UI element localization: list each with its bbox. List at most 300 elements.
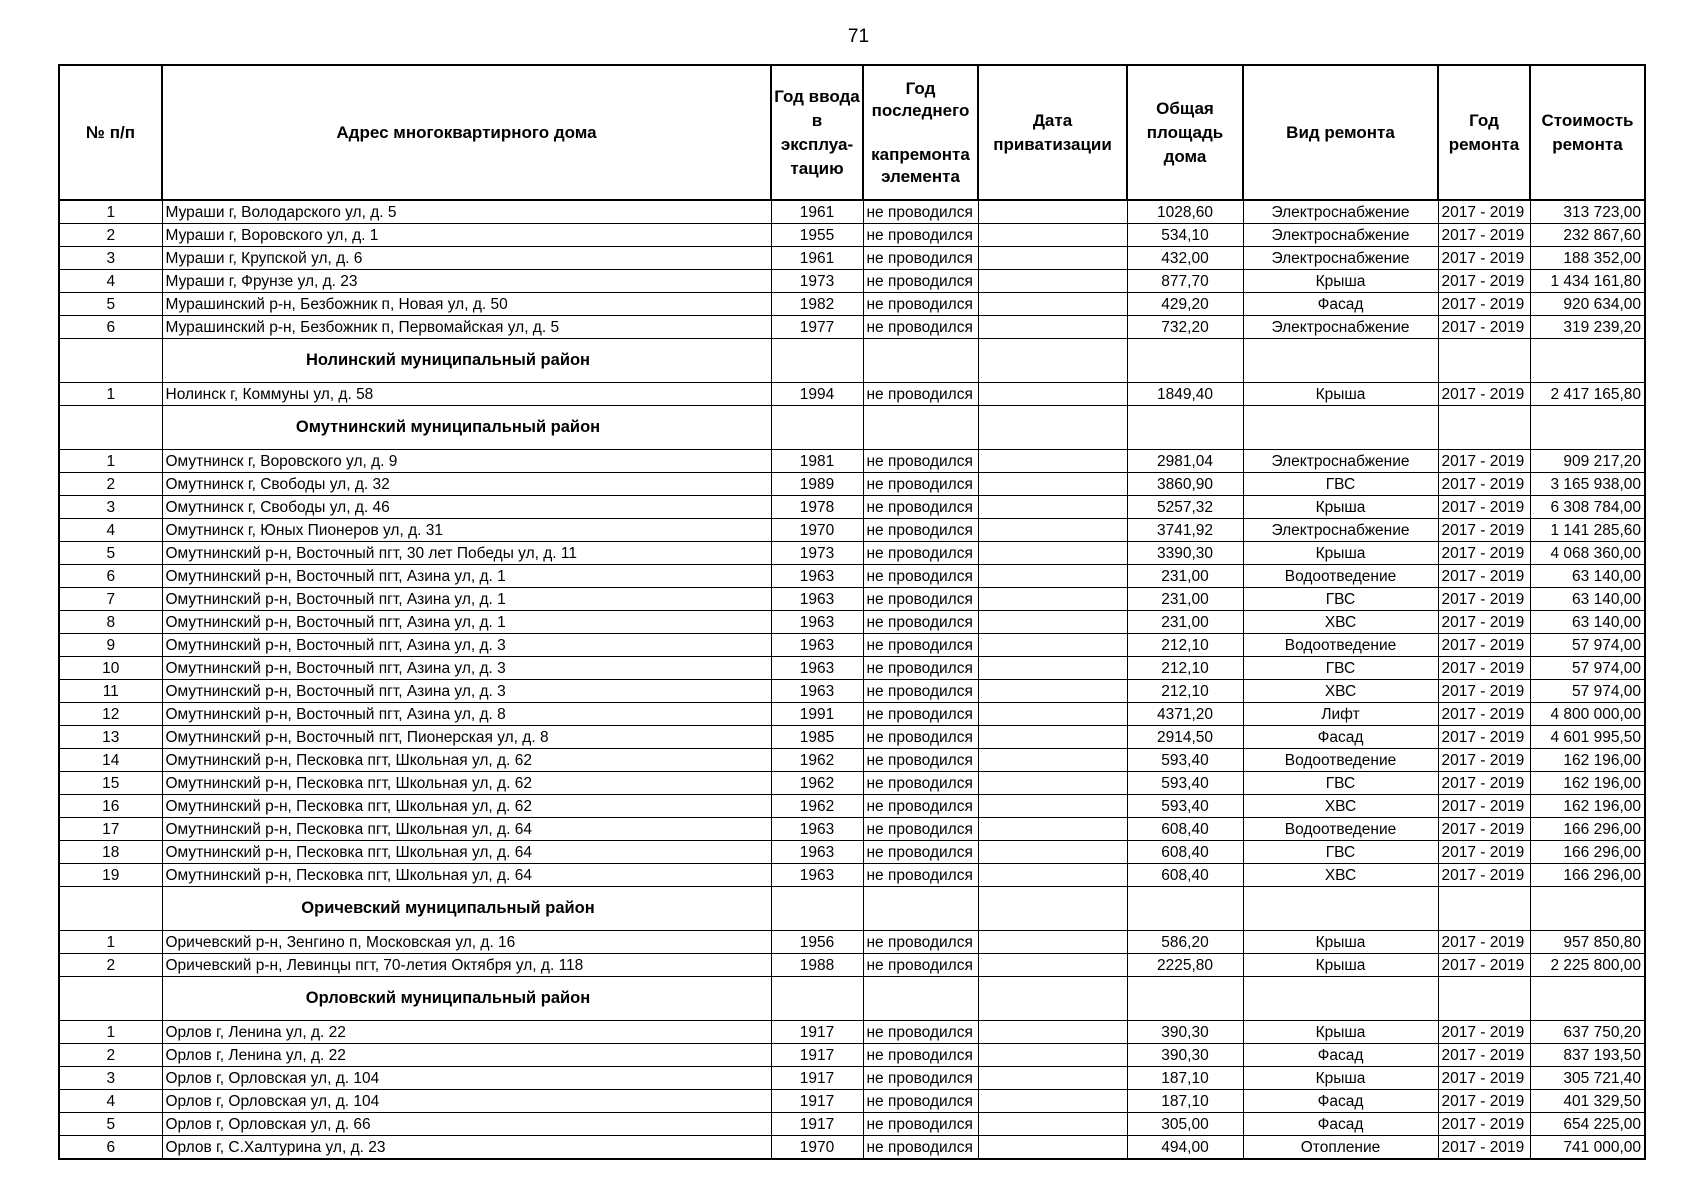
area-cell: 231,00 — [1127, 565, 1243, 588]
section-empty-cell — [771, 977, 863, 1021]
privatization-cell — [978, 611, 1127, 634]
section-empty-cell — [1530, 887, 1645, 931]
repair-period-cell: 2017 - 2019 — [1438, 841, 1530, 864]
row-number: 4 — [59, 519, 162, 542]
repair-period-cell: 2017 - 2019 — [1438, 818, 1530, 841]
area-cell: 5257,32 — [1127, 496, 1243, 519]
table-row — [59, 818, 1645, 841]
repair-kind-cell: Крыша — [1243, 1021, 1438, 1044]
repair-period-cell: 2017 - 2019 — [1438, 1113, 1530, 1136]
repair-kind-cell: Крыша — [1243, 931, 1438, 954]
privatization-cell — [978, 496, 1127, 519]
last-repair-cell: не проводился — [863, 496, 978, 519]
repair-period-cell: 2017 - 2019 — [1438, 703, 1530, 726]
commission-year-cell: 1917 — [771, 1113, 863, 1136]
row-number: 1 — [59, 450, 162, 473]
area-cell: 4371,20 — [1127, 703, 1243, 726]
row-number: 7 — [59, 588, 162, 611]
column-header-privatization-date: Дата приватизации — [978, 65, 1127, 200]
privatization-cell — [978, 864, 1127, 887]
row-number: 4 — [59, 1090, 162, 1113]
repair-kind-cell: ХВС — [1243, 611, 1438, 634]
table-row — [59, 293, 1645, 316]
address-cell: Орлов г, Орловская ул, д. 104 — [162, 1067, 771, 1090]
repair-kind-cell: ГВС — [1243, 657, 1438, 680]
repair-period-cell: 2017 - 2019 — [1438, 611, 1530, 634]
column-header-address: Адрес многоквартирного дома — [162, 65, 771, 200]
privatization-cell — [978, 726, 1127, 749]
commission-year-cell: 1917 — [771, 1090, 863, 1113]
last-repair-cell: не проводился — [863, 726, 978, 749]
repair-kind-cell: Водоотведение — [1243, 565, 1438, 588]
section-empty-cell — [1243, 977, 1438, 1021]
commission-year-cell: 1917 — [771, 1021, 863, 1044]
repair-period-cell: 2017 - 2019 — [1438, 496, 1530, 519]
repair-cost-cell: 63 140,00 — [1530, 565, 1645, 588]
section-empty-cell — [978, 339, 1127, 383]
row-number: 14 — [59, 749, 162, 772]
last-repair-cell: не проводился — [863, 634, 978, 657]
last-repair-cell: не проводился — [863, 864, 978, 887]
repair-kind-cell: ХВС — [1243, 864, 1438, 887]
area-cell: 3390,30 — [1127, 542, 1243, 565]
repair-cost-cell: 166 296,00 — [1530, 818, 1645, 841]
address-cell: Омутнинск г, Свободы ул, д. 46 — [162, 496, 771, 519]
commission-year-cell: 1962 — [771, 772, 863, 795]
commission-year-cell: 1970 — [771, 519, 863, 542]
address-cell: Омутнинский р-н, Песковка пгт, Школьная ул, д. 62 — [162, 795, 771, 818]
area-cell: 231,00 — [1127, 588, 1243, 611]
address-cell: Орлов г, С.Халтурина ул, д. 23 — [162, 1136, 771, 1160]
last-repair-cell: не проводился — [863, 588, 978, 611]
section-empty-cell — [863, 977, 978, 1021]
commission-year-cell: 1963 — [771, 634, 863, 657]
area-cell: 2225,80 — [1127, 954, 1243, 977]
address-cell: Омутнинский р-н, Песковка пгт, Школьная ул, д. 64 — [162, 864, 771, 887]
table-row — [59, 634, 1645, 657]
row-number: 10 — [59, 657, 162, 680]
repair-kind-cell: ГВС — [1243, 588, 1438, 611]
repair-kind-cell: Электроснабжение — [1243, 450, 1438, 473]
section-empty-cell — [771, 887, 863, 931]
row-number: 13 — [59, 726, 162, 749]
repair-cost-cell: 57 974,00 — [1530, 634, 1645, 657]
privatization-cell — [978, 588, 1127, 611]
commission-year-cell: 1994 — [771, 383, 863, 406]
repair-cost-cell: 1 434 161,80 — [1530, 270, 1645, 293]
privatization-cell — [978, 270, 1127, 293]
repair-period-cell: 2017 - 2019 — [1438, 749, 1530, 772]
row-number: 2 — [59, 224, 162, 247]
row-number: 2 — [59, 1044, 162, 1067]
repair-kind-cell: ГВС — [1243, 772, 1438, 795]
last-repair-cell: не проводился — [863, 1113, 978, 1136]
column-header-commission-year: Год ввода в эксплуа-тацию — [771, 65, 863, 200]
table-row — [59, 1044, 1645, 1067]
table-row — [59, 749, 1645, 772]
repair-kind-cell: Фасад — [1243, 1090, 1438, 1113]
column-header-total-area: Общая площадь дома — [1127, 65, 1243, 200]
section-empty-cell — [1438, 339, 1530, 383]
row-number: 9 — [59, 634, 162, 657]
privatization-cell — [978, 1021, 1127, 1044]
last-repair-cell: не проводился — [863, 316, 978, 339]
repair-kind-cell: Электроснабжение — [1243, 224, 1438, 247]
table-row — [59, 565, 1645, 588]
table-row — [59, 1113, 1645, 1136]
last-repair-cell: не проводился — [863, 293, 978, 316]
repair-kind-cell: Водоотведение — [1243, 634, 1438, 657]
area-cell: 390,30 — [1127, 1021, 1243, 1044]
table-row — [59, 588, 1645, 611]
privatization-cell — [978, 224, 1127, 247]
address-cell: Омутнинский р-н, Восточный пгт, Азина ул, д. 3 — [162, 680, 771, 703]
address-cell: Мураши г, Воровского ул, д. 1 — [162, 224, 771, 247]
table-row — [59, 270, 1645, 293]
row-number: 19 — [59, 864, 162, 887]
repair-kind-cell: ХВС — [1243, 795, 1438, 818]
last-repair-cell: не проводился — [863, 247, 978, 270]
repair-period-cell: 2017 - 2019 — [1438, 270, 1530, 293]
area-cell: 1028,60 — [1127, 200, 1243, 224]
privatization-cell — [978, 293, 1127, 316]
address-cell: Нолинск г, Коммуны ул, д. 58 — [162, 383, 771, 406]
repair-period-cell: 2017 - 2019 — [1438, 565, 1530, 588]
repair-cost-cell: 637 750,20 — [1530, 1021, 1645, 1044]
last-repair-cell: не проводился — [863, 473, 978, 496]
table-row — [59, 247, 1645, 270]
repair-period-cell: 2017 - 2019 — [1438, 657, 1530, 680]
last-repair-cell: не проводился — [863, 749, 978, 772]
address-cell: Омутнинский р-н, Песковка пгт, Школьная ул, д. 64 — [162, 841, 771, 864]
section-empty-cell — [1243, 339, 1438, 383]
table-body — [59, 200, 1645, 1159]
privatization-cell — [978, 954, 1127, 977]
repair-kind-cell: Фасад — [1243, 1044, 1438, 1067]
repair-cost-cell: 232 867,60 — [1530, 224, 1645, 247]
repair-cost-cell: 4 068 360,00 — [1530, 542, 1645, 565]
last-repair-cell: не проводился — [863, 565, 978, 588]
row-number: 18 — [59, 841, 162, 864]
repair-kind-cell: Крыша — [1243, 383, 1438, 406]
row-number: 1 — [59, 383, 162, 406]
commission-year-cell: 1973 — [771, 542, 863, 565]
address-cell: Омутнинский р-н, Песковка пгт, Школьная ул, д. 64 — [162, 818, 771, 841]
last-repair-cell: не проводился — [863, 1067, 978, 1090]
last-repair-cell: не проводился — [863, 1044, 978, 1067]
table-row — [59, 473, 1645, 496]
last-repair-cell: не проводился — [863, 519, 978, 542]
repair-kind-cell: Крыша — [1243, 1067, 1438, 1090]
commission-year-cell: 1962 — [771, 749, 863, 772]
area-cell: 3741,92 — [1127, 519, 1243, 542]
address-cell: Мурашинский р-н, Безбожник п, Первомайская ул, д. 5 — [162, 316, 771, 339]
repair-period-cell: 2017 - 2019 — [1438, 316, 1530, 339]
last-repair-cell: не проводился — [863, 795, 978, 818]
repair-period-cell: 2017 - 2019 — [1438, 1090, 1530, 1113]
row-number: 5 — [59, 293, 162, 316]
row-number: 1 — [59, 931, 162, 954]
privatization-cell — [978, 519, 1127, 542]
table-row — [59, 795, 1645, 818]
repair-kind-cell: Крыша — [1243, 496, 1438, 519]
repair-period-cell: 2017 - 2019 — [1438, 1136, 1530, 1160]
address-cell: Омутнинский р-н, Восточный пгт, Азина ул, д. 1 — [162, 565, 771, 588]
repair-cost-cell: 166 296,00 — [1530, 864, 1645, 887]
section-empty-cell — [863, 887, 978, 931]
section-empty-cell — [1243, 406, 1438, 450]
repair-kind-cell: Крыша — [1243, 270, 1438, 293]
repair-period-cell: 2017 - 2019 — [1438, 795, 1530, 818]
table-row — [59, 726, 1645, 749]
repair-period-cell: 2017 - 2019 — [1438, 519, 1530, 542]
table-row — [59, 316, 1645, 339]
area-cell: 390,30 — [1127, 1044, 1243, 1067]
privatization-cell — [978, 565, 1127, 588]
repair-period-cell: 2017 - 2019 — [1438, 473, 1530, 496]
last-repair-cell: не проводился — [863, 954, 978, 977]
privatization-cell — [978, 200, 1127, 224]
privatization-cell — [978, 1090, 1127, 1113]
privatization-cell — [978, 247, 1127, 270]
row-number: 6 — [59, 1136, 162, 1160]
table-row — [59, 1090, 1645, 1113]
repair-cost-cell: 1 141 285,60 — [1530, 519, 1645, 542]
section-empty-cell — [1530, 339, 1645, 383]
repair-period-cell: 2017 - 2019 — [1438, 200, 1530, 224]
repair-period-cell: 2017 - 2019 — [1438, 1021, 1530, 1044]
repair-registry-table — [58, 64, 1646, 1160]
privatization-cell — [978, 795, 1127, 818]
row-number: 12 — [59, 703, 162, 726]
row-number: 5 — [59, 1113, 162, 1136]
row-number: 1 — [59, 200, 162, 224]
section-empty-cell — [863, 406, 978, 450]
column-header-number: № п/п — [59, 65, 162, 200]
repair-cost-cell: 63 140,00 — [1530, 588, 1645, 611]
privatization-cell — [978, 772, 1127, 795]
repair-period-cell: 2017 - 2019 — [1438, 680, 1530, 703]
address-cell: Орлов г, Ленина ул, д. 22 — [162, 1044, 771, 1067]
section-empty-cell — [1127, 339, 1243, 383]
privatization-cell — [978, 634, 1127, 657]
repair-kind-cell: Фасад — [1243, 726, 1438, 749]
address-cell: Мураши г, Крупской ул, д. 6 — [162, 247, 771, 270]
section-title: Оричевский муниципальный район — [162, 887, 771, 931]
repair-cost-cell: 741 000,00 — [1530, 1136, 1645, 1160]
section-empty-cell — [1127, 977, 1243, 1021]
column-header-repair-cost: Стоимость ремонта — [1530, 65, 1645, 200]
area-cell: 231,00 — [1127, 611, 1243, 634]
table-row — [59, 224, 1645, 247]
column-header-repair-kind: Вид ремонта — [1243, 65, 1438, 200]
last-repair-cell: не проводился — [863, 657, 978, 680]
last-repair-cell: не проводился — [863, 772, 978, 795]
repair-cost-cell: 401 329,50 — [1530, 1090, 1645, 1113]
repair-kind-cell: Электроснабжение — [1243, 519, 1438, 542]
row-number: 5 — [59, 542, 162, 565]
commission-year-cell: 1963 — [771, 818, 863, 841]
section-empty-cell — [1127, 887, 1243, 931]
page-number: 71 — [847, 26, 870, 47]
repair-cost-cell: 162 196,00 — [1530, 749, 1645, 772]
section-row — [59, 406, 1645, 450]
repair-kind-cell: Водоотведение — [1243, 818, 1438, 841]
commission-year-cell: 1973 — [771, 270, 863, 293]
repair-cost-cell: 654 225,00 — [1530, 1113, 1645, 1136]
table-row — [59, 496, 1645, 519]
area-cell: 494,00 — [1127, 1136, 1243, 1160]
commission-year-cell: 1962 — [771, 795, 863, 818]
section-title: Орловский муниципальный район — [162, 977, 771, 1021]
address-cell: Мурашинский р-н, Безбожник п, Новая ул, д. 50 — [162, 293, 771, 316]
area-cell: 3860,90 — [1127, 473, 1243, 496]
repair-period-cell: 2017 - 2019 — [1438, 383, 1530, 406]
repair-cost-cell: 305 721,40 — [1530, 1067, 1645, 1090]
area-cell: 212,10 — [1127, 634, 1243, 657]
section-empty-cell — [1243, 887, 1438, 931]
last-repair-cell: не проводился — [863, 270, 978, 293]
address-cell: Мураши г, Фрунзе ул, д. 23 — [162, 270, 771, 293]
area-cell: 212,10 — [1127, 680, 1243, 703]
repair-cost-cell: 909 217,20 — [1530, 450, 1645, 473]
last-repair-cell: не проводился — [863, 224, 978, 247]
area-cell: 212,10 — [1127, 657, 1243, 680]
last-repair-cell: не проводился — [863, 1090, 978, 1113]
commission-year-cell: 1963 — [771, 565, 863, 588]
section-empty-cell — [978, 887, 1127, 931]
table-row — [59, 772, 1645, 795]
repair-period-cell: 2017 - 2019 — [1438, 931, 1530, 954]
commission-year-cell: 1963 — [771, 864, 863, 887]
address-cell: Орлов г, Орловская ул, д. 104 — [162, 1090, 771, 1113]
area-cell: 305,00 — [1127, 1113, 1243, 1136]
address-cell: Омутнинск г, Свободы ул, д. 32 — [162, 473, 771, 496]
repair-cost-cell: 3 165 938,00 — [1530, 473, 1645, 496]
last-repair-cell: не проводился — [863, 931, 978, 954]
section-empty-cell — [59, 339, 162, 383]
table-row — [59, 519, 1645, 542]
privatization-cell — [978, 1136, 1127, 1160]
privatization-cell — [978, 818, 1127, 841]
row-number: 15 — [59, 772, 162, 795]
commission-year-cell: 1981 — [771, 450, 863, 473]
section-title: Омутнинский муниципальный район — [162, 406, 771, 450]
section-empty-cell — [1438, 887, 1530, 931]
table-row — [59, 611, 1645, 634]
row-number: 2 — [59, 954, 162, 977]
address-cell: Омутнинский р-н, Восточный пгт, Азина ул, д. 1 — [162, 611, 771, 634]
table-row — [59, 383, 1645, 406]
privatization-cell — [978, 473, 1127, 496]
section-empty-cell — [1530, 406, 1645, 450]
commission-year-cell: 1955 — [771, 224, 863, 247]
commission-year-cell: 1917 — [771, 1044, 863, 1067]
section-empty-cell — [1530, 977, 1645, 1021]
area-cell: 608,40 — [1127, 841, 1243, 864]
privatization-cell — [978, 703, 1127, 726]
repair-kind-cell: Отопление — [1243, 1136, 1438, 1160]
commission-year-cell: 1991 — [771, 703, 863, 726]
privatization-cell — [978, 841, 1127, 864]
address-cell: Омутнинск г, Юных Пионеров ул, д. 31 — [162, 519, 771, 542]
table-header — [59, 65, 1645, 200]
privatization-cell — [978, 749, 1127, 772]
last-repair-cell: не проводился — [863, 841, 978, 864]
privatization-cell — [978, 657, 1127, 680]
address-cell: Омутнинский р-н, Восточный пгт, Пионерская ул, д. 8 — [162, 726, 771, 749]
area-cell: 608,40 — [1127, 818, 1243, 841]
repair-cost-cell: 313 723,00 — [1530, 200, 1645, 224]
address-cell: Мураши г, Володарского ул, д. 5 — [162, 200, 771, 224]
privatization-cell — [978, 1044, 1127, 1067]
table-row — [59, 1021, 1645, 1044]
address-cell: Омутнинский р-н, Песковка пгт, Школьная ул, д. 62 — [162, 749, 771, 772]
area-cell: 608,40 — [1127, 864, 1243, 887]
last-repair-cell: не проводился — [863, 200, 978, 224]
repair-period-cell: 2017 - 2019 — [1438, 247, 1530, 270]
commission-year-cell: 1988 — [771, 954, 863, 977]
section-empty-cell — [59, 406, 162, 450]
area-cell: 732,20 — [1127, 316, 1243, 339]
repair-kind-cell: Электроснабжение — [1243, 200, 1438, 224]
section-empty-cell — [771, 406, 863, 450]
table-row — [59, 1067, 1645, 1090]
repair-kind-cell: Фасад — [1243, 293, 1438, 316]
commission-year-cell: 1985 — [771, 726, 863, 749]
address-cell: Оричевский р-н, Левинцы пгт, 70-летия Октября ул, д. 118 — [162, 954, 771, 977]
row-number: 4 — [59, 270, 162, 293]
repair-period-cell: 2017 - 2019 — [1438, 450, 1530, 473]
repair-kind-cell: Электроснабжение — [1243, 247, 1438, 270]
address-cell: Омутнинский р-н, Восточный пгт, Азина ул, д. 3 — [162, 634, 771, 657]
commission-year-cell: 1963 — [771, 611, 863, 634]
table-row — [59, 841, 1645, 864]
row-number: 3 — [59, 1067, 162, 1090]
repair-cost-cell: 837 193,50 — [1530, 1044, 1645, 1067]
last-repair-cell: не проводился — [863, 1136, 978, 1160]
table-row — [59, 657, 1645, 680]
commission-year-cell: 1963 — [771, 841, 863, 864]
area-cell: 187,10 — [1127, 1090, 1243, 1113]
repair-cost-cell: 63 140,00 — [1530, 611, 1645, 634]
repair-period-cell: 2017 - 2019 — [1438, 954, 1530, 977]
row-number: 11 — [59, 680, 162, 703]
repair-period-cell: 2017 - 2019 — [1438, 864, 1530, 887]
table-row — [59, 703, 1645, 726]
section-empty-cell — [978, 977, 1127, 1021]
repair-cost-cell: 2 225 800,00 — [1530, 954, 1645, 977]
row-number: 1 — [59, 1021, 162, 1044]
privatization-cell — [978, 450, 1127, 473]
repair-period-cell: 2017 - 2019 — [1438, 726, 1530, 749]
table-row — [59, 200, 1645, 224]
column-header-repair-year: Год ремонта — [1438, 65, 1530, 200]
address-cell: Омутнинский р-н, Восточный пгт, Азина ул, д. 3 — [162, 657, 771, 680]
section-empty-cell — [771, 339, 863, 383]
area-cell: 187,10 — [1127, 1067, 1243, 1090]
commission-year-cell: 1982 — [771, 293, 863, 316]
repair-kind-cell: Лифт — [1243, 703, 1438, 726]
repair-cost-cell: 162 196,00 — [1530, 795, 1645, 818]
address-cell: Омутнинский р-н, Восточный пгт, Азина ул, д. 8 — [162, 703, 771, 726]
commission-year-cell: 1970 — [771, 1136, 863, 1160]
area-cell: 586,20 — [1127, 931, 1243, 954]
row-number: 6 — [59, 316, 162, 339]
section-empty-cell — [863, 339, 978, 383]
row-number: 8 — [59, 611, 162, 634]
repair-kind-cell: Электроснабжение — [1243, 316, 1438, 339]
